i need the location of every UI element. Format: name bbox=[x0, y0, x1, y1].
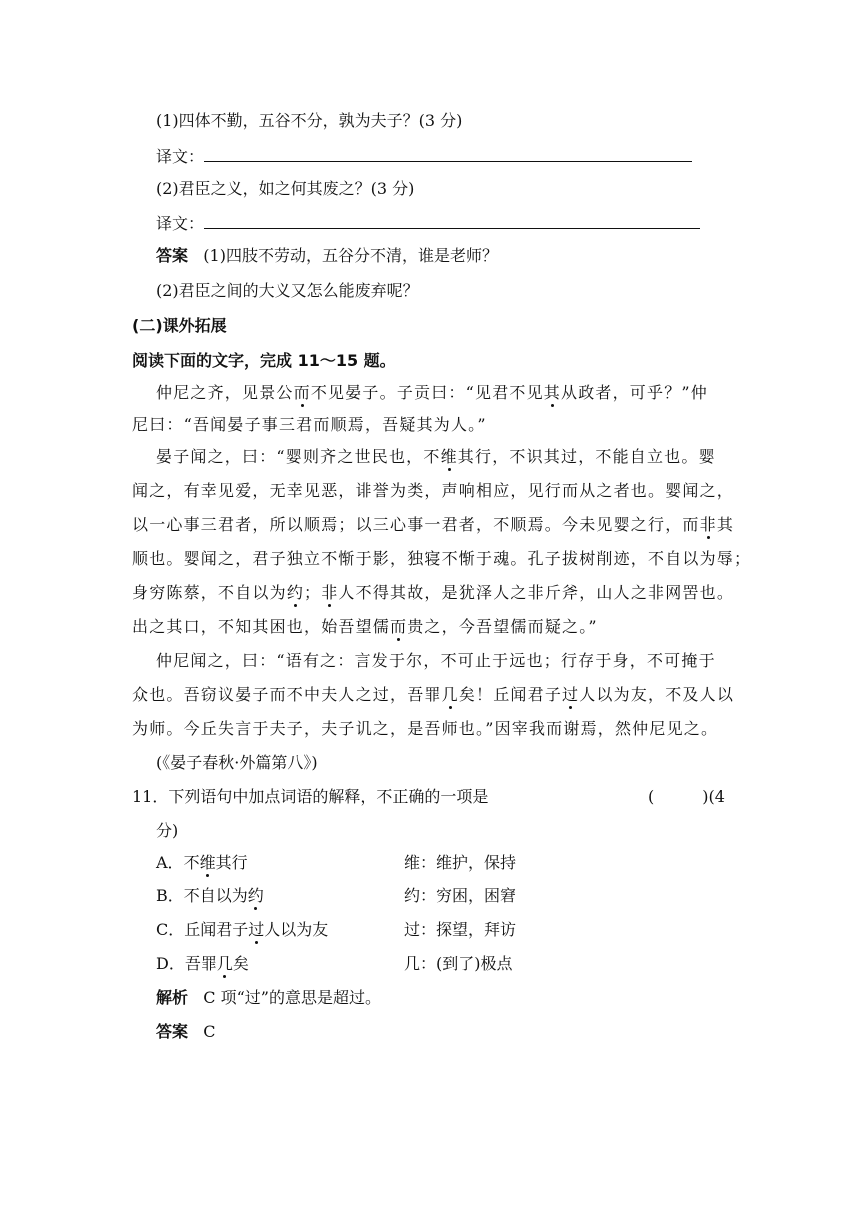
option-letter: B． bbox=[156, 886, 184, 905]
passage-line: 为师。今丘失言于夫子，夫子讥之，是吾师也。”因宰我而谢焉，然仲尼见之。 bbox=[132, 719, 719, 738]
answer-text-1: (1)四肢不劳动，五谷分不清，谁是老师？ bbox=[203, 246, 498, 265]
option-explanation: 几：(到了)极点 bbox=[404, 954, 513, 973]
dotted-char: 非 bbox=[321, 583, 339, 602]
passage-line bbox=[132, 582, 734, 604]
q10-answer-2: (2)君臣之间的大义又怎么能废弃呢？ bbox=[156, 281, 419, 300]
option-letter: A． bbox=[156, 853, 184, 872]
q11-stem: 11．下列语句中加点词语的解释，不正确的一项是 bbox=[132, 787, 489, 806]
text-run: 以一心事三君者，所以顺焉；以三心事一君者，不顺焉。今未见婴之行，而 bbox=[132, 515, 700, 534]
text-run: 矣！丘闻君子 bbox=[458, 685, 563, 704]
text-run: 晏子闻之，曰：“婴则齐之世民也，不 bbox=[156, 447, 441, 466]
q11-points: 分) bbox=[156, 821, 179, 840]
text-run: 贵之，今吾望儒而疑之。” bbox=[407, 617, 598, 636]
option-b bbox=[156, 885, 756, 907]
text-run: 人以为友，不及人以 bbox=[579, 685, 735, 704]
passage-line bbox=[156, 382, 708, 404]
q10-item-2: (2)君臣之义，如之何其废之？(3 分) bbox=[156, 179, 415, 198]
text-run: 人以为友 bbox=[264, 920, 329, 939]
analysis-text: C 项“过”的意思是超过。 bbox=[203, 988, 381, 1007]
dotted-char: 其 bbox=[543, 383, 561, 402]
translation-label: 译文： bbox=[156, 147, 205, 166]
option-a bbox=[156, 852, 756, 874]
dotted-char: 约 bbox=[286, 583, 305, 602]
option-d bbox=[156, 953, 756, 975]
text-run: 其行 bbox=[215, 853, 248, 872]
option-letter: C． bbox=[156, 920, 185, 939]
text-run: 众也。吾窃议晏子而不中夫人之过，吾罪 bbox=[132, 685, 442, 704]
dotted-char: 过 bbox=[248, 920, 265, 939]
answer-label: 答案 bbox=[156, 246, 189, 265]
option-c bbox=[156, 919, 756, 941]
dotted-char: 过 bbox=[562, 685, 580, 704]
text-run: 吾罪 bbox=[184, 954, 217, 973]
answer-text: C bbox=[203, 1022, 216, 1041]
passage-line: 尼曰：“吾闻晏子事三君而顺焉，吾疑其为人。” bbox=[132, 415, 487, 434]
q10-translation-2 bbox=[156, 212, 700, 235]
q10-answer bbox=[156, 245, 498, 267]
text-run: 丘闻君子 bbox=[184, 920, 249, 939]
text-run: 人不得其故，是犹泽人之非斤斧，山人之非网罟也。 bbox=[338, 583, 735, 602]
answer-blank-1 bbox=[204, 145, 692, 162]
section-instruction: 阅读下面的文字，完成 11～15 题。 bbox=[132, 351, 396, 370]
text-run: ； bbox=[304, 583, 322, 602]
text-run: 仲尼之齐，见景公 bbox=[156, 383, 294, 402]
dotted-char: 维 bbox=[199, 853, 216, 872]
option-explanation: 过：探望，拜访 bbox=[404, 920, 517, 939]
translation-label: 译文： bbox=[156, 214, 205, 233]
passage-line: 闻之，有幸见爱，无幸见恶，诽誉为类，声响相应，见行而从之者也。婴闻之， bbox=[132, 481, 735, 500]
dotted-char: 非 bbox=[699, 515, 717, 534]
q11-analysis bbox=[156, 987, 381, 1009]
dotted-char: 几 bbox=[216, 954, 233, 973]
passage-line: 仲尼闻之，曰：“语有之：言发于尔，不可止于远也；行存于身，不可掩于 bbox=[156, 651, 716, 670]
text-run: 矣 bbox=[232, 954, 249, 973]
option-explanation: 维：维护，保持 bbox=[404, 853, 517, 872]
q10-translation-1 bbox=[156, 145, 692, 168]
passage-line bbox=[132, 514, 734, 536]
passage-line: 顺也。婴闻之，君子独立不惭于影，独寝不惭于魂。孔子拔树削迹，不自以为辱； bbox=[132, 549, 752, 568]
text-run: 从政者，可乎？”仲 bbox=[561, 383, 708, 402]
q11-answer bbox=[156, 1021, 216, 1043]
dotted-char: 而 bbox=[390, 617, 408, 636]
section-heading: (二)课外拓展 bbox=[132, 316, 227, 335]
passage-line bbox=[156, 446, 716, 468]
text-run: 其行，不识其过，不能自立也。婴 bbox=[457, 447, 716, 466]
option-letter: D． bbox=[156, 954, 185, 973]
passage-line bbox=[132, 616, 598, 638]
text-run: 出之其口，不知其困也，始吾望儒 bbox=[132, 617, 391, 636]
dotted-char: 而 bbox=[293, 383, 311, 402]
dotted-char: 约 bbox=[247, 886, 264, 905]
text-run: 不自以为 bbox=[183, 886, 248, 905]
analysis-label: 解析 bbox=[156, 988, 189, 1007]
q10-item-1: (1)四体不勤，五谷不分，孰为夫子？(3 分) bbox=[156, 111, 463, 130]
text-run: 不 bbox=[183, 853, 200, 872]
answer-blank-2 bbox=[204, 212, 700, 229]
option-explanation: 约：穷困，困窘 bbox=[404, 886, 517, 905]
dotted-char: 维 bbox=[440, 447, 458, 466]
dotted-char: 几 bbox=[441, 685, 459, 704]
passage-line bbox=[132, 684, 734, 706]
text-run: 不见晏子。子贡曰：“见君不见 bbox=[310, 383, 544, 402]
text-run: 身穷陈蔡，不自以为 bbox=[132, 583, 287, 602]
q11-answer-paren: ( )(4 bbox=[648, 787, 725, 806]
answer-label: 答案 bbox=[156, 1022, 189, 1041]
text-run: 其 bbox=[716, 515, 735, 534]
passage-source: (《晏子春秋·外篇第八》) bbox=[156, 753, 318, 772]
